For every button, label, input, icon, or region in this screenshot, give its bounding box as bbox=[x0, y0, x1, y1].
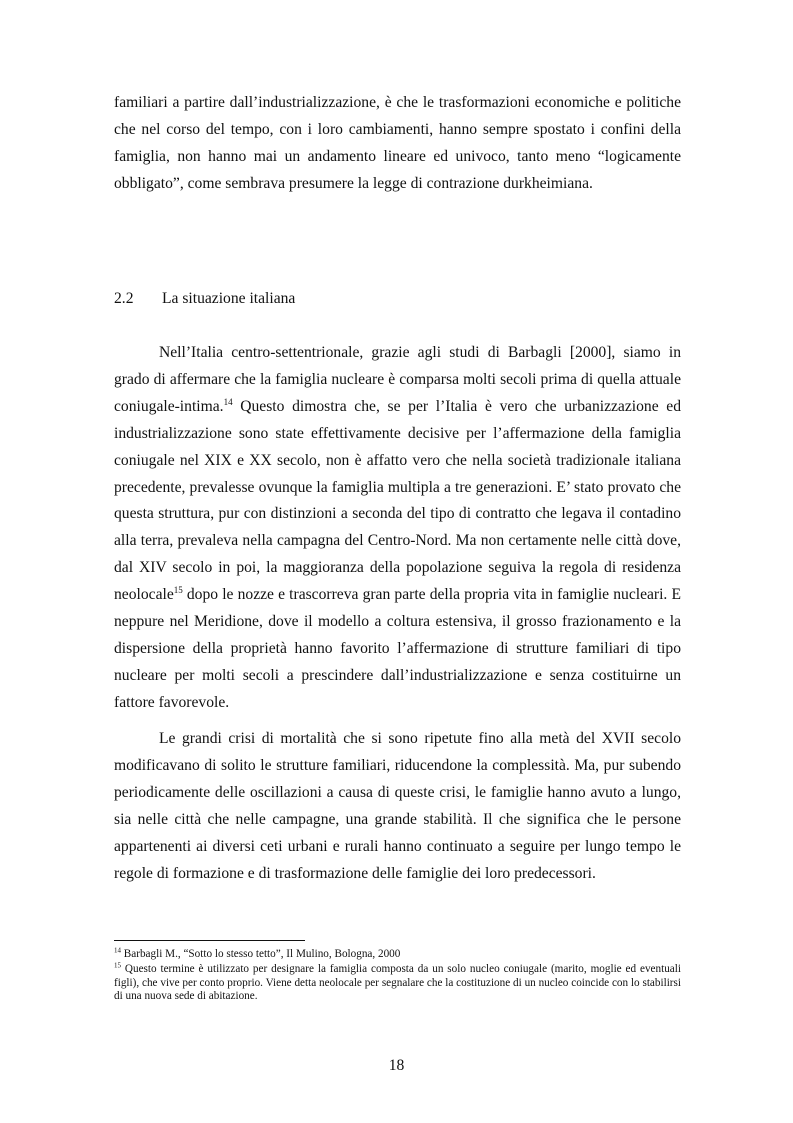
footnote-number-15: 15 bbox=[114, 961, 121, 970]
footnote-14 bbox=[114, 948, 681, 962]
footnote-15 bbox=[114, 963, 681, 1004]
paragraph-2-part-2: Questo dimostra che, se per l’Italia è vero che urbanizzazione ed industrializzazione sono state effettivamente decisive per l’affermazione della famiglia coniugale nel XIX e XX secolo, non è affatto vero che nella società tradizionale italiana precedente, prevalesse ovunque la famiglia multipla a tre generazioni. E’ stato provato che questa struttura, pur con distinzioni a seconda del tipo di contratto che legava il contadino alla terra, prevaleva nella campagna del Centro-Nord. Ma non certamente nelle città dove, dal XIV secolo in poi, la maggioranza della popolazione seguiva la regola di residenza neolocale bbox=[114, 397, 681, 604]
footnote-ref-14[interactable]: 14 bbox=[223, 396, 233, 407]
footnote-14-text: Barbagli M., “Sotto lo stesso tetto”, Il Mulino, Bologna, 2000 bbox=[121, 948, 401, 960]
footnote-ref-15[interactable]: 15 bbox=[173, 584, 183, 595]
footnote-separator bbox=[114, 940, 305, 941]
paragraph-continued: familiari a partire dall’industrializzazione, è che le trasformazioni economiche e politiche che nel corso del tempo, con i loro cambiamenti, hanno sempre spostato i confini della famiglia, non hanno mai un andamento lineare ed univoco, tanto meno “logicamente obbligato”, come sembrava presumere la legge di contrazione durkheimiana. bbox=[114, 94, 681, 192]
page-number: 18 bbox=[388, 1057, 405, 1074]
paragraph-barbagli bbox=[114, 340, 681, 717]
section-heading bbox=[114, 288, 681, 310]
section-title: La situazione italiana bbox=[162, 290, 296, 307]
footnote-number-14: 14 bbox=[114, 946, 121, 955]
footnote-15-text: Questo termine è utilizzato per designare la famiglia composta da un solo nucleo coniugale (marito, moglie ed eventuali figli), che vive per conto proprio. Viene detta neolocale per segnalare che la costituzione di un nucleo coincide con lo stabilirsi di una nuova sede di abitazione. bbox=[114, 963, 681, 1003]
section-number: 2.2 bbox=[114, 290, 134, 307]
paragraph-2-part-3: dopo le nozze e trascorreva gran parte della propria vita in famiglie nucleari. E neppure nel Meridione, dove il modello a coltura estensiva, il grosso frazionamento e la dispersione della proprietà hanno favorito l’affermazione di strutture familiari di tipo nucleare per molti secoli a prescindere dall’industrializzazione e senza costituirne un fattore favorevole. bbox=[114, 586, 681, 711]
paragraph-crisi-mortalita: Le grandi crisi di mortalità che si sono ripetute fino alla metà del XVII secolo modificavano di solito le strutture familiari, riducendone la complessità. Ma, pur subendo periodicamente delle oscillazioni a causa di queste crisi, le famiglie hanno avuto a lungo, sia nelle città che nelle campagne, una grande stabilità. Il che significa che le persone appartenenti ai diversi ceti urbani e rurali hanno continuato a seguire per lungo tempo le regole di formazione e di trasformazione delle famiglie dei loro predecessori. bbox=[114, 730, 681, 882]
paragraph-2-part-1: Nell’Italia centro-settentrionale, grazie agli studi di Barbagli [2000], siamo in grado di affermare che la famiglia nucleare è comparsa molti secoli prima di quella attuale coniugale-intima. bbox=[114, 344, 681, 415]
